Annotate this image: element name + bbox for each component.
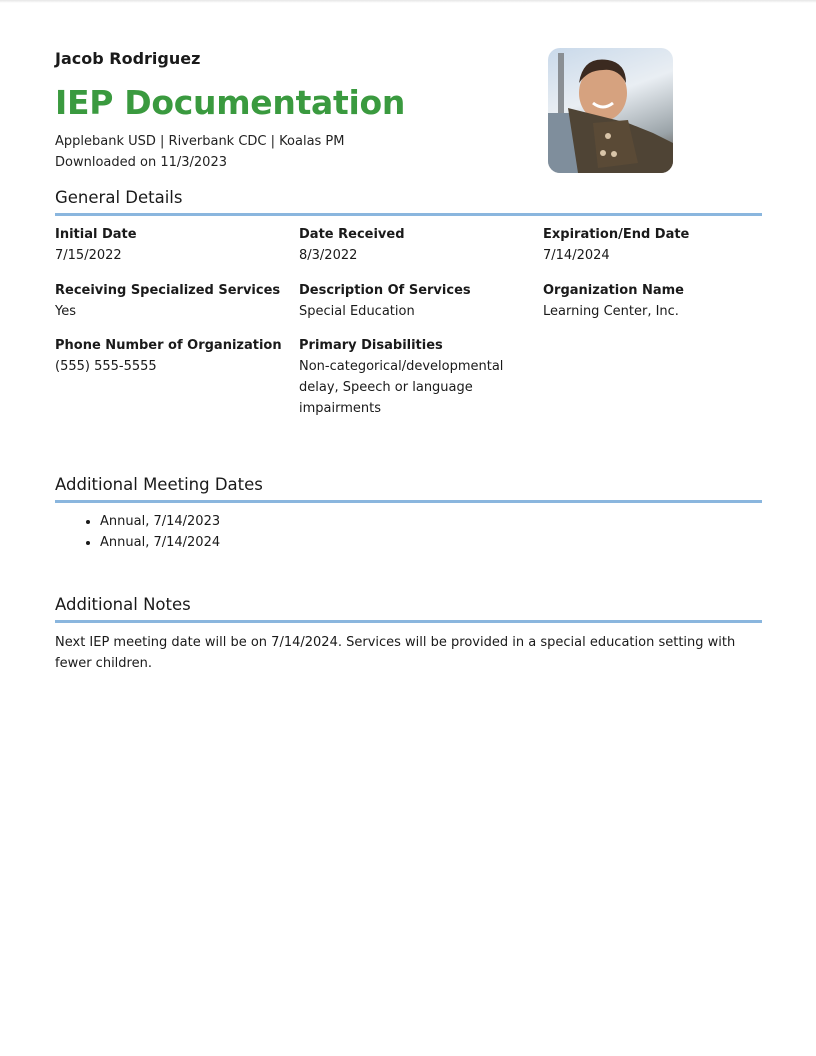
field-organization-name — [543, 280, 773, 322]
section-divider — [55, 213, 762, 216]
field-value: Learning Center, Inc. — [543, 304, 679, 319]
page-title: IEP Documentation — [55, 83, 406, 122]
section-divider — [55, 500, 762, 503]
field-label: Date Received — [299, 227, 405, 242]
field-label: Primary Disabilities — [299, 338, 443, 353]
field-expiration-date — [543, 224, 773, 266]
field-value: 7/15/2022 — [55, 248, 122, 263]
notes-text: Next IEP meeting date will be on 7/14/2024. Services will be provided in a special education setting with fewer children. — [55, 635, 736, 671]
field-value: 7/14/2024 — [543, 248, 610, 263]
page-top-edge — [0, 0, 816, 3]
field-value: Special Education — [299, 304, 415, 319]
download-date: Downloaded on 11/3/2023 — [55, 155, 227, 170]
field-value: Non-categorical/developmental delay, Speech or language impairments — [299, 359, 504, 416]
field-label: Phone Number of Organization — [55, 338, 282, 353]
field-value: Yes — [55, 304, 76, 319]
field-value: 8/3/2022 — [299, 248, 358, 263]
notes-heading: Additional Notes — [55, 595, 191, 614]
section-divider — [55, 620, 762, 623]
field-service-description — [299, 280, 529, 322]
student-name: Jacob Rodriguez — [55, 49, 201, 68]
field-label: Description Of Services — [299, 283, 471, 298]
list-item: • Annual, 7/14/2024 — [100, 532, 220, 553]
field-initial-date — [55, 224, 285, 266]
field-specialized-services — [55, 280, 285, 322]
field-value: (555) 555-5555 — [55, 359, 157, 374]
field-label: Initial Date — [55, 227, 137, 242]
field-label: Receiving Specialized Services — [55, 283, 281, 298]
meeting-dates-heading: Additional Meeting Dates — [55, 475, 263, 494]
field-organization-phone — [55, 335, 285, 377]
general-details-heading: General Details — [55, 188, 183, 207]
field-label: Expiration/End Date — [543, 227, 690, 242]
organizations: Applebank USD | Riverbank CDC | Koalas PM — [55, 134, 345, 149]
student-photo — [548, 48, 673, 173]
field-label: Organization Name — [543, 283, 684, 298]
field-date-received — [299, 224, 529, 266]
list-item: • Annual, 7/14/2023 — [100, 511, 220, 532]
field-primary-disabilities — [299, 335, 504, 419]
meeting-dates-list — [55, 511, 220, 553]
